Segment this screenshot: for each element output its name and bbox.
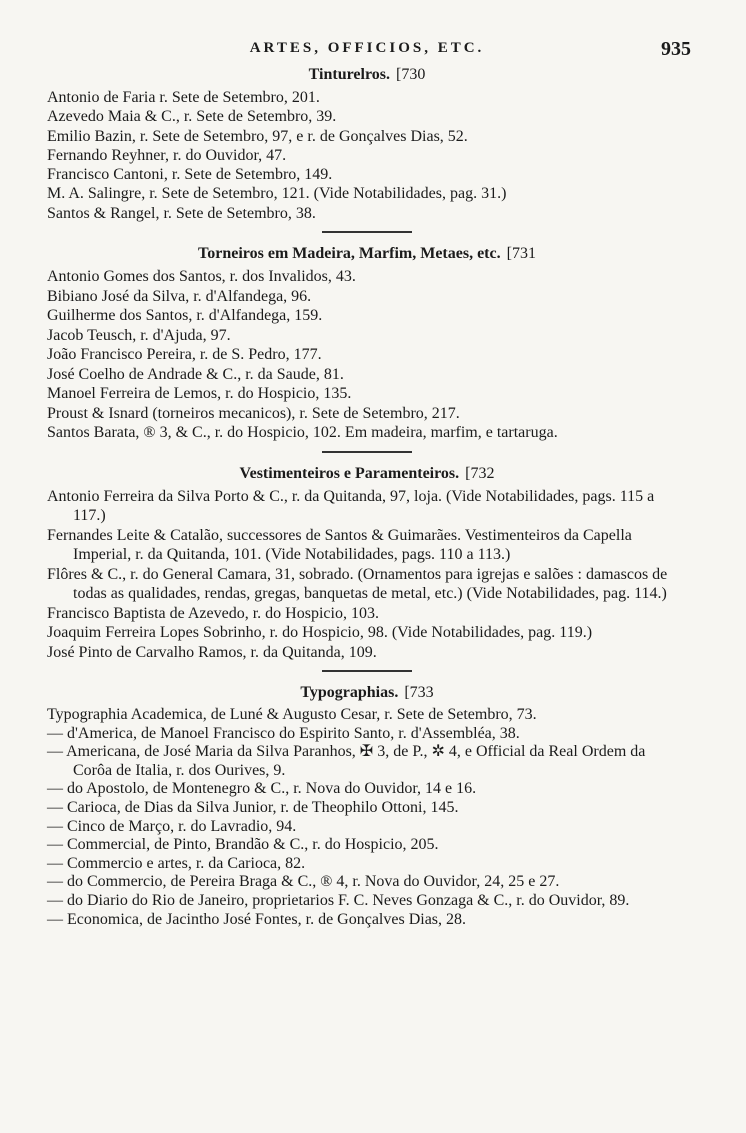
list-item: — Cinco de Março, r. do Lavradio, 94. <box>47 817 297 835</box>
section-vestimenteiros <box>47 463 687 663</box>
list-item: João Francisco Pereira, r. de S. Pedro, 177. <box>47 346 322 364</box>
list-item: Francisco Cantoni, r. Sete de Setembro, 149. <box>47 166 333 184</box>
section-divider <box>322 231 412 233</box>
list-item: Santos & Rangel, r. Sete de Setembro, 38. <box>47 204 316 222</box>
list-item: Antonio Gomes dos Santos, r. dos Invalidos, 43. <box>47 268 356 286</box>
list-item: José Pinto de Carvalho Ramos, r. da Quitanda, 109. <box>47 643 377 661</box>
list-item: — do Apostolo, de Montenegro & C., r. Nova do Ouvidor, 14 e 16. <box>47 780 477 798</box>
list-item: Francisco Baptista de Azevedo, r. do Hospicio, 103. <box>47 604 379 622</box>
list-item: — Commercial, de Pinto, Brandão & C., r. do Hospicio, 205. <box>47 836 439 854</box>
list-item: Azevedo Maia & C., r. Sete de Setembro, 39. <box>47 108 337 126</box>
section-tintureiros <box>47 64 687 223</box>
list-item: Fernandes Leite & Catalão, successores de Santos & Guimarães. Vestimenteiros da Capella Imperial, r. da Quitanda, 101. (Vide Notabilidades, pags. 110 a 113.) <box>47 526 632 564</box>
section-heading <box>47 682 687 704</box>
list-item: Typographia Academica, de Luné & Augusto Cesar, r. Sete de Setembro, 73. <box>47 706 537 724</box>
entry-list <box>47 487 687 663</box>
entry-list <box>47 706 687 929</box>
section-divider <box>322 451 412 453</box>
list-item: — do Commercio, de Pereira Braga & C., ® 4, r. Nova do Ouvidor, 24, 25 e 27. <box>47 873 560 891</box>
section-number: [731 <box>506 245 536 263</box>
list-item: Fernando Reyhner, r. do Ouvidor, 47. <box>47 146 287 164</box>
list-item: Joaquim Ferreira Lopes Sobrinho, r. do Hospicio, 98. (Vide Notabilidades, pag. 119.) <box>47 624 593 642</box>
list-item: — Commercio e artes, r. da Carioca, 82. <box>47 854 306 872</box>
list-item: — Americana, de José Maria da Silva Paranhos, ✠ 3, de P., ✲ 4, e Official da Real Ordem da Corôa de Italia, r. dos Ourives, 9. <box>47 743 646 779</box>
list-item: — Carioca, de Dias da Silva Junior, r. de Theophilo Ottoni, 145. <box>47 799 459 817</box>
running-head-title: ARTES, OFFICIOS, ETC. <box>249 40 485 56</box>
running-head <box>47 38 691 64</box>
page-number: 935 <box>661 38 691 60</box>
list-item: José Coelho de Andrade & C., r. da Saude, 81. <box>47 365 344 383</box>
section-heading-text: Torneiros em Madeira, Marfim, Metaes, etc. <box>198 245 501 263</box>
list-item: Manoel Ferreira de Lemos, r. do Hospicio, 135. <box>47 385 352 403</box>
section-heading-text: Typographias. <box>300 684 399 702</box>
section-heading <box>47 463 687 485</box>
section-number: [733 <box>404 684 434 702</box>
list-item: Jacob Teusch, r. d'Ajuda, 97. <box>47 326 231 344</box>
entry-list <box>47 88 687 223</box>
section-heading-text: Tinturelros. <box>308 66 391 83</box>
section-typographias <box>47 682 687 929</box>
list-item: Bibiano José da Silva, r. d'Alfandega, 96. <box>47 287 312 305</box>
section-torneiros <box>47 243 687 443</box>
section-heading <box>47 64 687 86</box>
list-item: Proust & Isnard (torneiros mecanicos), r. Sete de Setembro, 217. <box>47 404 460 422</box>
section-heading-text: Vestimenteiros e Paramenteiros. <box>239 464 460 482</box>
list-item: M. A. Salingre, r. Sete de Setembro, 121. (Vide Notabilidades, pag. 31.) <box>47 185 507 203</box>
list-item: Santos Barata, ® 3, & C., r. do Hospicio, 102. Em madeira, marfim, e tartaruga. <box>47 424 558 442</box>
list-item: Emilio Bazin, r. Sete de Setembro, 97, e r. de Gonçalves Dias, 52. <box>47 127 468 145</box>
list-item: Antonio Ferreira da Silva Porto & C., r. da Quitanda, 97, loja. (Vide Notabilidades, pags. 115 a 117.) <box>47 487 655 525</box>
section-divider <box>322 670 412 672</box>
list-item: — Economica, de Jacintho José Fontes, r. de Gonçalves Dias, 28. <box>47 910 467 928</box>
list-item: Antonio de Faria r. Sete de Setembro, 201. <box>47 89 320 106</box>
section-number: [730 <box>396 66 426 83</box>
list-item: — do Diario do Rio de Janeiro, proprietarios F. C. Neves Gonzaga & C., r. do Ouvidor, 89. <box>47 892 630 910</box>
section-heading <box>47 243 687 265</box>
list-item: Flôres & C., r. do General Camara, 31, sobrado. (Ornamentos para igrejas e salões : damascos de todas as qualidades, rendas, gregas, banquetas de metal, etc.) (Vide Notabilidades, pag. 114.) <box>47 565 668 603</box>
list-item: Guilherme dos Santos, r. d'Alfandega, 159. <box>47 307 323 325</box>
list-item: — d'America, de Manoel Francisco do Espirito Santo, r. d'Assembléa, 38. <box>47 724 520 742</box>
section-number: [732 <box>465 464 495 482</box>
entry-list <box>47 267 687 443</box>
directory-page <box>47 38 691 929</box>
